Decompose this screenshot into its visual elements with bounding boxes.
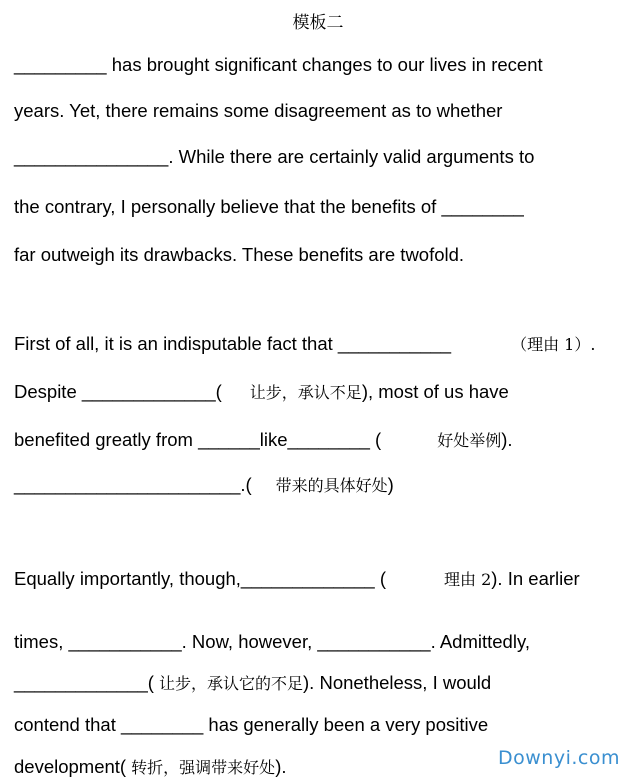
p3-line-1-text: Equally importantly, though,_____________ ( [14, 568, 386, 589]
page-title: 模板二 [292, 13, 344, 33]
p2-line-4-rest: ) [387, 474, 394, 495]
p2-line-4-text: ______________________.( [14, 474, 252, 495]
watermark-logo: Downyi.com [498, 747, 620, 769]
p1-line-2: years. Yet, there remains some disagreement as to whether [14, 100, 503, 121]
p3-line-3-note: 让步，承认它的不足 [153, 674, 304, 693]
p3-line-4: contend that ________ has generally been a very positive [14, 714, 489, 735]
p2-line-1-text: First of all, it is an indisputable fact that ___________ [14, 333, 452, 354]
p3-line-1-rest: ). In earlier [491, 568, 580, 589]
p3-line-5-note: 转折，强调带来好处 [126, 758, 276, 777]
p3-line-2: times, ___________. Now, however, ___________. Admittedly, [14, 631, 530, 652]
p2-line-3-rest: ). [501, 429, 513, 450]
p2-line-2 [14, 381, 509, 404]
p2-line-1 [14, 333, 595, 356]
p2-line-2-text: Despite _____________( [14, 381, 222, 402]
p1-line-3: _______________. While there are certainly valid arguments to [14, 146, 535, 167]
p3-line-3 [14, 672, 491, 695]
p2-line-4-note: 带来的具体好处 [275, 476, 388, 495]
p2-line-1-note: （理由 1）. [511, 335, 596, 354]
p2-line-4 [14, 474, 394, 497]
p2-line-3-text: benefited greatly from ______like________ ( [14, 429, 382, 450]
p1-line-4: the contrary, I personally believe that the benefits of ________ [14, 196, 524, 217]
p3-line-5-rest: ). [275, 756, 287, 777]
p3-line-1-note: 理由 2 [443, 570, 492, 589]
p1-line-1: _________ has brought significant changes to our lives in recent [14, 54, 543, 75]
p1-line-5: far outweigh its drawbacks. These benefits are twofold. [14, 244, 465, 265]
p3-line-1 [14, 568, 580, 591]
p2-line-2-note: 让步，承认不足 [249, 383, 362, 402]
p2-line-2-rest: ), most of us have [361, 381, 509, 402]
p3-line-5 [14, 756, 287, 779]
p3-line-3-text: _____________( [14, 672, 154, 693]
p2-line-3 [14, 429, 513, 452]
p3-line-5-text: development( [14, 756, 127, 777]
p2-line-3-note: 好处举例 [437, 431, 502, 450]
p3-line-3-rest: ). Nonetheless, I would [303, 672, 492, 693]
